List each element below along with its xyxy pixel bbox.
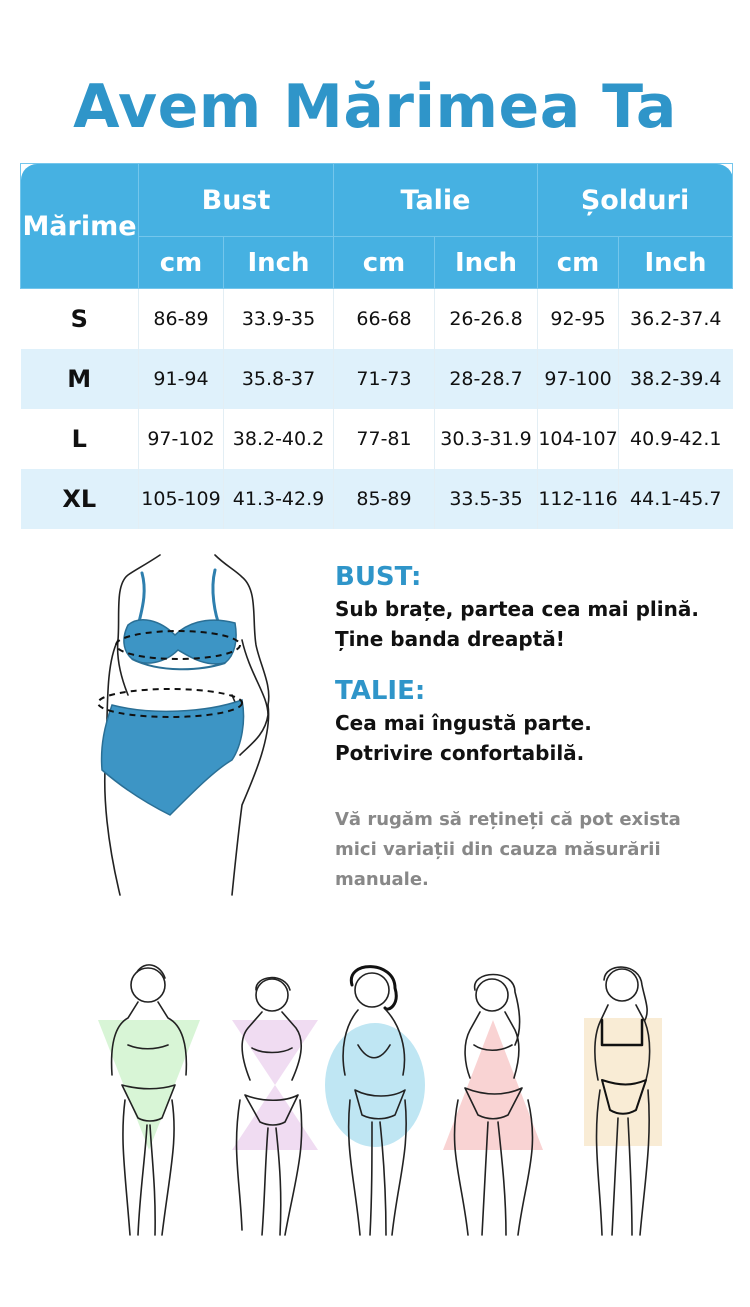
bust-group-header: Bust [139,164,334,237]
size-cell: S [70,305,88,333]
bust-line-2: Ține banda dreaptă! [335,627,565,651]
size-cell: L [71,425,87,453]
table-cell: 38.2-39.4 [619,349,733,409]
triangle-shape [443,1020,543,1150]
table-cell: 26-26.8 [435,289,538,350]
table-cell: 30.3-31.9 [435,409,538,469]
measurement-illustration [10,545,310,900]
measurement-note: Vă rugăm să rețineți că pot exista mici variații din cauza măsurării manuale. [335,809,681,890]
table-cell: 33.5-35 [435,469,538,529]
unit-header: cm [334,237,435,289]
table-cell: 97-102 [139,409,224,469]
table-cell: 44.1-45.7 [619,469,733,529]
waist-group-header: Talie [334,164,538,237]
table-cell: 28-28.7 [435,349,538,409]
bust-heading: BUST: [335,562,422,592]
table-cell: 86-89 [139,289,224,350]
waist-heading: TALIE: [335,676,426,706]
table-cell: 41.3-42.9 [224,469,334,529]
size-column-header: Mărime [21,164,139,289]
table-cell: 66-68 [334,289,435,350]
size-cell: XL [21,469,139,529]
unit-header: Inch [435,237,538,289]
unit-header: Inch [619,237,733,289]
table-cell: 38.2-40.2 [224,409,334,469]
table-cell: 71-73 [334,349,435,409]
table-row [21,349,733,409]
table-row [21,469,733,529]
table-row [21,409,733,469]
table-cell: 40.9-42.1 [619,409,733,469]
waist-line-2: Potrivire confortabilă. [335,741,585,765]
unit-header: cm [139,237,224,289]
table-cell: 104-107 [538,409,619,469]
size-chart-table [20,163,733,529]
waist-line-1: Cea mai îngustă parte. [335,711,592,735]
hips-group-header: Șolduri [538,164,733,237]
measurement-guide [335,560,735,768]
table-cell: 92-95 [538,289,619,350]
table-cell: 33.9-35 [224,289,334,350]
oval-shape [325,1023,425,1147]
table-cell: 77-81 [334,409,435,469]
table-cell: 112-116 [538,469,619,529]
unit-header: Inch [224,237,334,289]
table-cell: 105-109 [139,469,224,529]
bra-shape [124,620,236,664]
briefs-shape [102,700,244,815]
table-cell: 35.8-37 [224,349,334,409]
table-cell: 91-94 [139,349,224,409]
page-title: Avem Mărimea Ta [73,72,677,142]
body-shapes-illustration [0,950,750,1250]
unit-header: cm [538,237,619,289]
hourglass-shape [232,1020,318,1150]
table-row [21,289,733,350]
table-cell: 97-100 [538,349,619,409]
bust-line-1: Sub brațe, partea cea mai plină. [335,597,699,621]
table-cell: 85-89 [334,469,435,529]
size-cell: M [21,349,139,409]
table-cell: 36.2-37.4 [619,289,733,350]
